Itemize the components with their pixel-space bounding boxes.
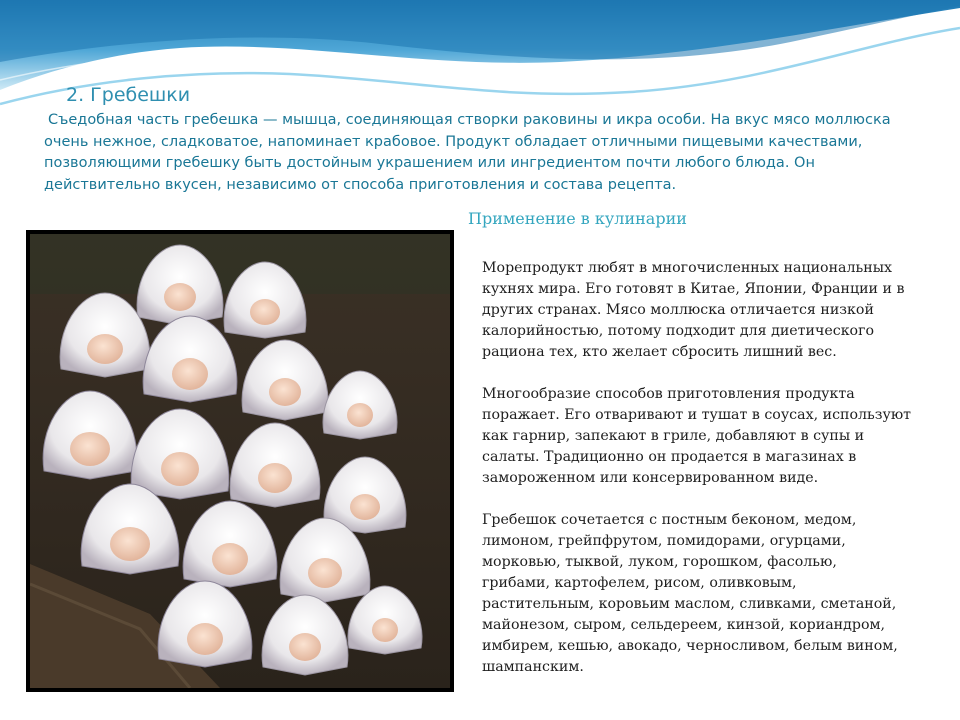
text-line: кухнях мира. Его готовят в Китае, Японии, Франции и в xyxy=(482,281,905,297)
text-line: Гребешок сочетается с постным беконом, медом, xyxy=(482,512,857,528)
text-line: имбирем, кешью, авокадо, черносливом, белым вином, xyxy=(482,638,898,654)
text-line: Многообразие способов приготовления продукта xyxy=(482,386,855,402)
section-heading: Применение в кулинарии xyxy=(468,209,687,228)
text-line: растительным, коровьим маслом, сливками, сметаной, xyxy=(482,596,897,612)
paragraph-cooking xyxy=(482,384,922,489)
intro-line: действительно вкусен, независимо от способа приготовления и состава рецепта. xyxy=(44,176,677,193)
text-line: грибами, картофелем, рисом, оливковым, xyxy=(482,575,797,591)
text-line: Морепродукт любят в многочисленных национальных xyxy=(482,260,892,276)
intro-line: очень нежное, сладковатое, напоминает крабовое. Продукт обладает отличными пищевыми качествами, xyxy=(44,133,863,150)
body-text xyxy=(482,258,922,699)
intro-line: позволяющими гребешку быть достойным украшением или ингредиентом почти любого блюда. Он xyxy=(44,155,815,171)
intro-line: Съедобная часть гребешка — мышца, соединяющая створки раковины и икра особи. На вкус мясо моллюска xyxy=(48,112,891,128)
text-line: морковью, тыквой, луком, горошком, фасолью, xyxy=(482,554,837,570)
intro-text xyxy=(44,110,924,196)
text-line: замороженном или консервированном виде. xyxy=(482,470,819,486)
text-line: майонезом, сыром, сельдереем, кинзой, кориандром, xyxy=(482,617,886,633)
text-line: как гарнир, запекают в гриле, добавляют в супы и xyxy=(482,428,865,444)
text-line: шампанским. xyxy=(482,659,584,675)
scallops-photo xyxy=(30,234,450,688)
text-line: рациона тех, кто желает сбросить лишний вес. xyxy=(482,344,837,360)
text-line: калорийностью, потому подходит для диетического xyxy=(482,323,875,339)
paragraph-combinations xyxy=(482,510,922,678)
paragraph-cuisines xyxy=(482,258,922,363)
text-line: лимоном, грейпфрутом, помидорами, огурцами, xyxy=(482,533,846,549)
text-line: поражает. Его отваривают и тушат в соусах, используют xyxy=(482,407,912,423)
slide-title: 2. Гребешки xyxy=(66,84,191,106)
text-line: салаты. Традиционно он продается в магазинах в xyxy=(482,449,857,465)
text-line: других странах. Мясо моллюска отличается низкой xyxy=(482,302,874,318)
